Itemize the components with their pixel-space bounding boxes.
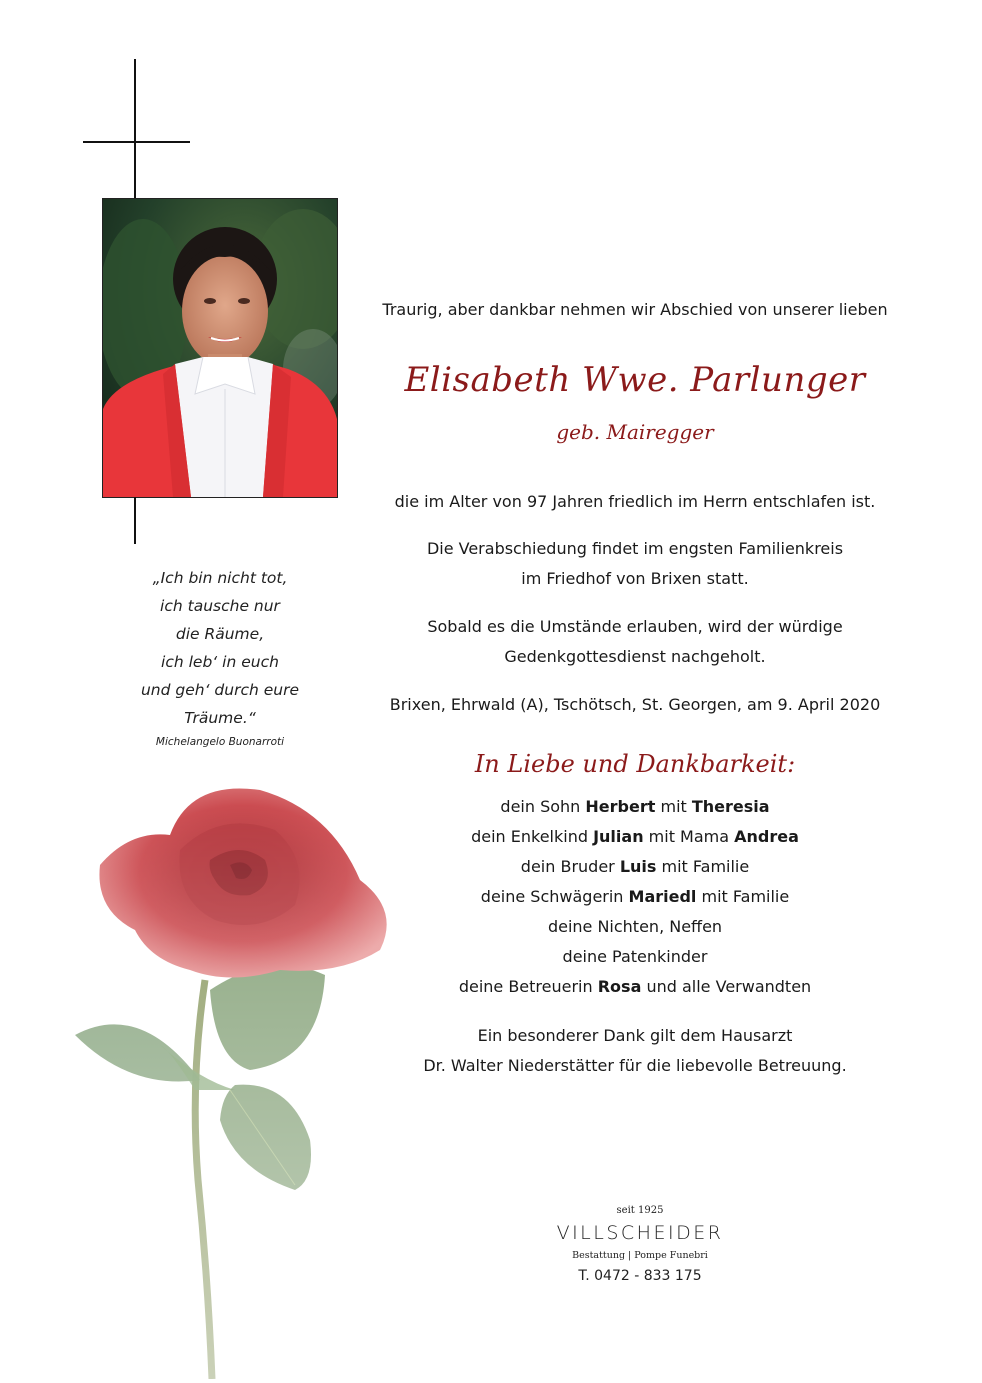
quote-block xyxy=(120,564,320,750)
farewell-line: Die Verabschiedung findet im engsten Familienkreis xyxy=(426,539,844,558)
memorial-line: Sobald es die Umstände erlauben, wird der würdige xyxy=(427,617,843,636)
mourner-line: deine Nichten, Neffen xyxy=(547,917,723,936)
rose-icon xyxy=(40,760,420,1379)
cross-horizontal-line xyxy=(83,141,190,143)
mourner-line: dein Sohn Herbert mit Theresia xyxy=(500,797,770,816)
quote-line: und geh‘ durch eure xyxy=(140,681,300,699)
footer-since: seit 1925 xyxy=(616,1205,664,1216)
memorial-block xyxy=(380,612,890,672)
footer-phone: T. 0472 - 833 175 xyxy=(578,1268,702,1284)
deceased-name: Elisabeth Wwe. Parlunger xyxy=(404,360,866,400)
farewell-block xyxy=(380,534,890,594)
mourner-line: deine Schwägerin Mariedl mit Familie xyxy=(480,887,790,906)
mourners-list xyxy=(380,792,890,1002)
portrait-image xyxy=(103,199,337,497)
thanks-line: Dr. Walter Niederstätter für die liebevolle Betreuung. xyxy=(423,1056,847,1075)
mourners-heading: In Liebe und Dankbarkeit: xyxy=(474,750,796,778)
quote-line: „Ich bin nicht tot, xyxy=(152,569,288,587)
footer-subtitle: Bestattung | Pompe Funebri xyxy=(572,1250,708,1261)
footer-brand-logo: VILLSCHEIDER xyxy=(556,1222,724,1244)
cross-vertical-line xyxy=(134,59,136,198)
place-date: Brixen, Ehrwald (A), Tschötsch, St. Georgen, am 9. April 2020 xyxy=(389,695,881,714)
mourner-line: deine Patenkinder xyxy=(562,947,708,966)
quote-line: Träume.“ xyxy=(184,709,256,727)
quote-line: die Räume, xyxy=(175,625,265,643)
memorial-line: Gedenkgottesdienst nachgeholt. xyxy=(504,647,766,666)
maiden-name: geb. Mairegger xyxy=(556,420,714,444)
intro-text: Traurig, aber dankbar nehmen wir Abschied von unserer lieben xyxy=(382,300,888,319)
thanks-line: Ein besonderer Dank gilt dem Hausarzt xyxy=(477,1026,793,1045)
quote-line: ich leb‘ in euch xyxy=(161,653,279,671)
quote-line: ich tausche nur xyxy=(160,597,280,615)
portrait-photo xyxy=(102,198,338,498)
farewell-line: im Friedhof von Brixen statt. xyxy=(521,569,749,588)
special-thanks xyxy=(380,1021,890,1081)
rose-image xyxy=(40,760,420,1379)
mourner-line: dein Bruder Luis mit Familie xyxy=(520,857,750,876)
mourner-line: deine Betreuerin Rosa und alle Verwandten xyxy=(458,977,812,996)
mourner-line: dein Enkelkind Julian mit Mama Andrea xyxy=(471,827,799,846)
cross-lower-line xyxy=(134,497,136,544)
quote-author: Michelangelo Buonarroti xyxy=(155,736,285,748)
age-line: die im Alter von 97 Jahren friedlich im Herrn entschlafen ist. xyxy=(394,492,876,511)
